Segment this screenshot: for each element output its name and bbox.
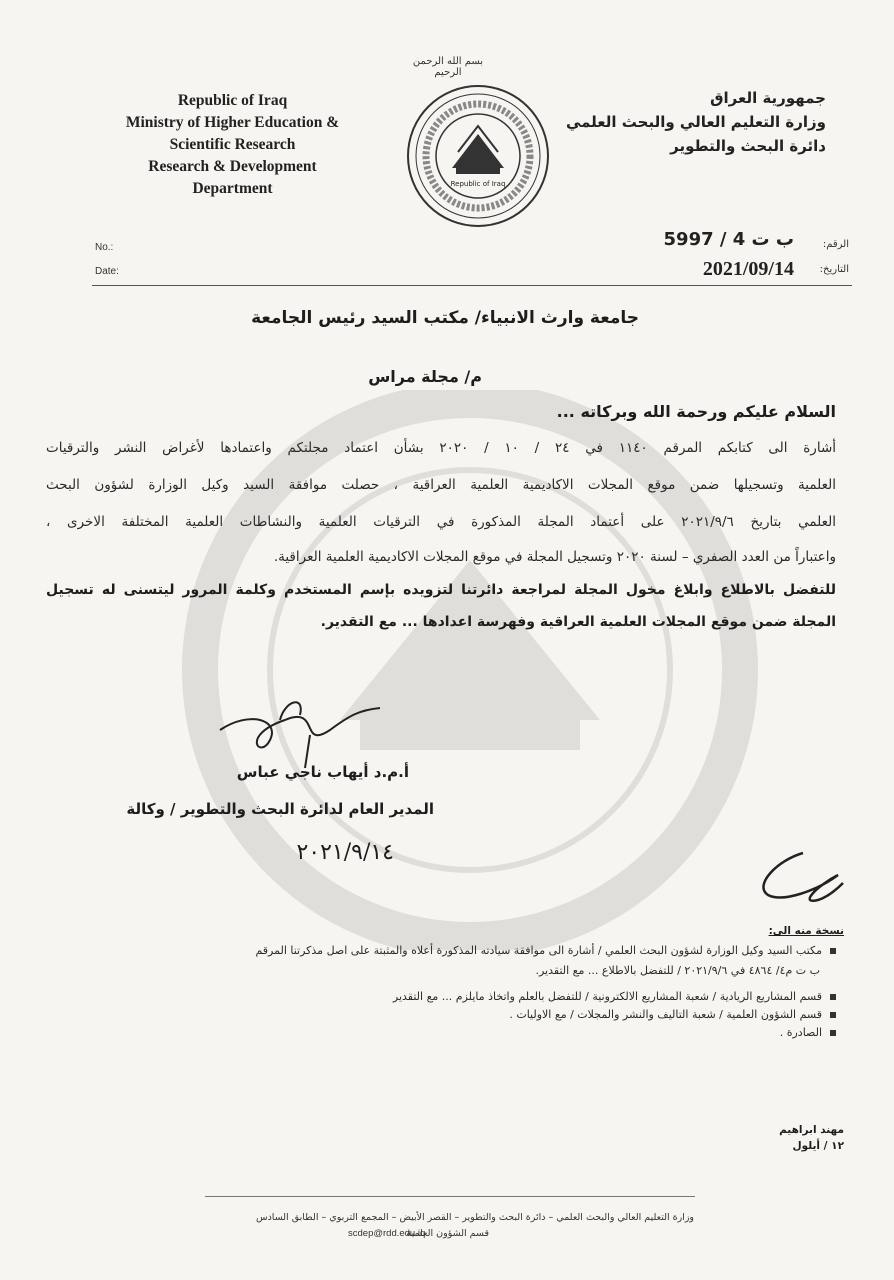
copies-label: نسخة منه الى: xyxy=(768,925,844,937)
copy-item-1 xyxy=(255,944,836,957)
bullet-icon xyxy=(830,1030,836,1036)
footer-divider xyxy=(205,1196,695,1197)
no-label: No.: xyxy=(95,242,114,253)
copy-item-1-continuation: ب ت م٤/ ٤٨٦٤ في ٢٠٢١/٩/٦ / للتفضل بالاطلاع ... مع التقدير. xyxy=(535,964,820,977)
header-ar-line-2: وزارة التعليم العالي والبحث العلمي xyxy=(565,113,826,131)
reference-number: ب ت 4 / 5997 xyxy=(663,229,794,250)
copy-item-text: قسم المشاريع الريادية / شعبة المشاريع الالكترونية / للتفضل بالعلم واتخاذ مايلزم ... مع التقدير xyxy=(392,990,822,1003)
signer-name: أ.م.د أيهاب ناجي عباس xyxy=(236,763,409,781)
header-en-line-1: Republic of Iraq xyxy=(177,92,288,109)
header-en-line-5: Department xyxy=(192,180,273,197)
bullet-icon xyxy=(830,1012,836,1018)
basmala: بسم الله الرحمن الرحيم xyxy=(412,56,484,78)
prepared-by-name: مهند ابراهيم xyxy=(779,1124,844,1136)
date-label: Date: xyxy=(95,266,119,277)
no-label-ar: الرقم: xyxy=(822,239,849,250)
copy-item-text: قسم الشؤون العلمية / شعبة التاليف والنشر والمجلات / مع الاوليات . xyxy=(509,1008,822,1021)
copy-item-text: الصادرة . xyxy=(779,1026,822,1039)
copy-item-text: مكتب السيد وكيل الوزارة لشؤون البحث العلمي / أشارة الى موافقة سيادته المذكورة أعلاه والمثبتة على اصل مذكرتنا المرقم xyxy=(255,944,822,957)
subject: م/ مجلة مراس xyxy=(368,367,482,386)
seal-text: Republic of Iraq xyxy=(450,180,506,188)
bullet-icon xyxy=(830,948,836,954)
reference-date: 2021/09/14 xyxy=(702,258,794,280)
body-line-3: العلمي بتاريخ ٢٠٢١/٩/٦ على أعتماد المجلة المذكورة في الترقيات العلمية والنشاطات العلمية المختلفة الاخرى ، xyxy=(46,514,836,530)
date-label-ar: التاريخ: xyxy=(819,264,849,275)
body-line-2: العلمية وتسجيلها ضمن موقع المجلات الاكاديمية العلمية العراقية ، حصلت موافقة السيد وكيل الوزارة لشؤون البحث xyxy=(46,477,836,493)
header-arabic xyxy=(526,86,826,158)
handwritten-date: ٢٠٢١/٩/١٤ xyxy=(296,840,394,865)
header-english xyxy=(100,90,365,200)
bullet-icon xyxy=(830,994,836,1000)
copy-item-4 xyxy=(780,1026,836,1039)
body-line-4: واعتباراً من العدد الصفري – لسنة ٢٠٢٠ وتسجيل المجلة في موقع المجلات الاكاديمية العلمية العراقية. xyxy=(273,549,836,565)
header-en-line-4: Research & Development xyxy=(148,158,317,175)
signature-icon xyxy=(210,690,400,770)
footer-address: وزارة التعليم العالي والبحث العلمي – دائرة البحث والتطوير – القصر الأبيض – المجمع التربوي – الطابق السادس xyxy=(255,1212,694,1223)
request-line-2: المجلة ضمن موقع المجلات العلمية العراقية وفهرسة اعدادها ... مع التقدير. xyxy=(320,614,836,630)
watermark-emblem xyxy=(110,390,830,950)
copy-item-3 xyxy=(509,1008,836,1021)
greeting: السلام عليكم ورحمة الله وبركاته ... xyxy=(556,402,836,421)
header-en-line-3: Scientific Research xyxy=(169,136,296,153)
header-en-line-2: Ministry of Higher Education & xyxy=(125,114,340,131)
header-ar-line-1: جمهورية العراق xyxy=(710,89,826,107)
header-ar-line-3: دائرة البحث والتطوير xyxy=(670,137,826,155)
footer-email[interactable]: scdep@rdd.edu.iq xyxy=(348,1228,426,1239)
request-line-1: للتفضل بالاطلاع وابلاغ مخول المجلة لمراجعة دائرتنا لتزويده بإسم المستخدم وكلمة المرور ليتسنى له تسجيل xyxy=(46,582,836,598)
footer-section: قسم الشؤون العلمية xyxy=(406,1228,489,1239)
prepared-by-date: ١٢ / أيلول xyxy=(792,1140,844,1152)
body-line-1: أشارة الى كتابكم المرقم ١١٤٠ في ٢٤ / ١٠ / ٢٠٢٠ بشأن اعتماد مجلتكم واعتمادها لأغراض النشر والترقيات xyxy=(46,440,837,456)
signer-title: المدير العام لدائرة البحث والتطوير / وكالة xyxy=(126,800,434,818)
initials-icon xyxy=(748,845,848,915)
addressee: جامعة وارث الانبياء/ مكتب السيد رئيس الجامعة xyxy=(251,308,639,328)
copy-item-2 xyxy=(393,990,836,1003)
header-divider xyxy=(92,285,852,286)
